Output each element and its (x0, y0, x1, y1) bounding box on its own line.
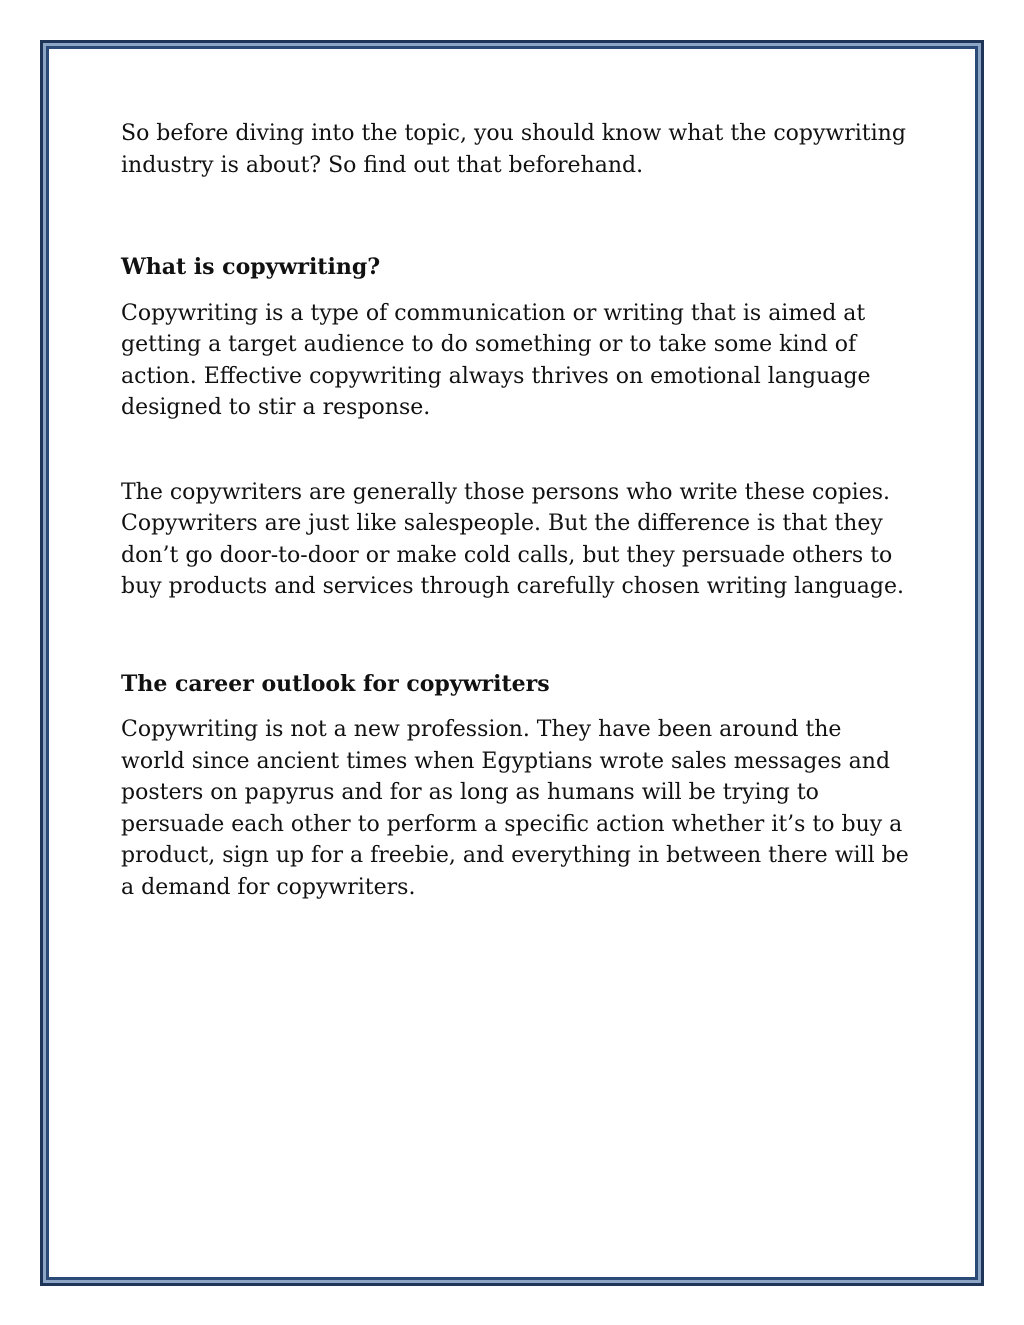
paragraph-career-outlook: Copywriting is not a new profession. They have been around the world since ancient times when Egyptians wrote sales messages and posters on papyrus and for as long as humans will be trying to persuade each other to perform a specific action whether it’s to buy a product, sign up for a freebie, and everything in between there will be a demand for copywriters. (121, 717, 909, 900)
section-heading-what-is-copywriting: What is copywriting? (121, 254, 381, 280)
paragraph-definition: Copywriting is a type of communication or writing that is aimed at getting a target audience to do something or to take some kind of action. Effective copywriting always thrives on emotional language designed to stir a response. (121, 300, 871, 420)
section-heading-career-outlook: The career outlook for copywriters (121, 670, 550, 697)
intro-paragraph: So before diving into the topic, you should know what the copywriting industry is about? So find out that beforehand. (121, 121, 906, 178)
document-body (121, 118, 911, 903)
paragraph-copywriters: The copywriters are generally those persons who write these copies. Copywriters are just like salespeople. But the difference is that they don’t go door-to-door or make cold calls, but they persuade others to buy products and services through carefully chosen writing language. (121, 479, 904, 599)
